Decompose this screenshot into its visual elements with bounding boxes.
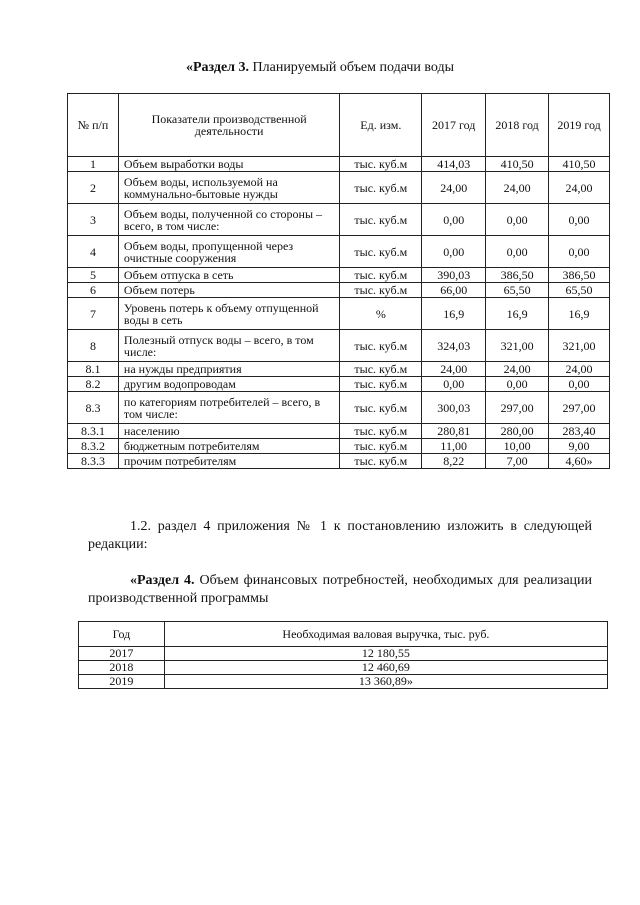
row-number: 8.3: [68, 392, 119, 424]
value-2019: 24,00: [549, 172, 610, 204]
value-2018: 16,9: [486, 298, 549, 330]
value-2017: 414,03: [422, 157, 486, 172]
value-2019: 24,00: [549, 362, 610, 377]
table-row: [68, 268, 610, 283]
section3-title-rest: Планируемый объем подачи воды: [249, 60, 455, 75]
table-row: [68, 157, 610, 172]
value-2018: 0,00: [486, 204, 549, 236]
value-2017: 8,22: [422, 454, 486, 469]
value-2018: 297,00: [486, 392, 549, 424]
value-2018: 0,00: [486, 236, 549, 268]
row-year: 2017: [79, 647, 165, 661]
section4-title: [88, 572, 592, 608]
table-row: [68, 236, 610, 268]
row-unit: тыс. куб.м: [340, 454, 422, 469]
row-year: 2018: [79, 661, 165, 675]
value-2019: 297,00: [549, 392, 610, 424]
value-2019: 283,40: [549, 424, 610, 439]
row-revenue: 12 460,69: [164, 661, 607, 675]
value-2017: 66,00: [422, 283, 486, 298]
table-row: [68, 172, 610, 204]
header-year: Год: [79, 622, 165, 647]
row-number: 6: [68, 283, 119, 298]
row-number: 8.1: [68, 362, 119, 377]
value-2019: 386,50: [549, 268, 610, 283]
table-row: [68, 298, 610, 330]
value-2019: 321,00: [549, 330, 610, 362]
table-row: [68, 454, 610, 469]
row-unit: тыс. куб.м: [340, 377, 422, 392]
section3-title-bold: «Раздел 3.: [185, 60, 250, 75]
value-2018: 0,00: [486, 377, 549, 392]
header-2017: 2017 год: [422, 94, 486, 157]
value-2017: 0,00: [422, 204, 486, 236]
row-unit: тыс. куб.м: [340, 392, 422, 424]
row-indicator: Объем воды, используемой на коммунально-бытовые нужды: [118, 172, 339, 204]
row-unit: тыс. куб.м: [340, 172, 422, 204]
row-indicator: другим водопроводам: [118, 377, 339, 392]
row-number: 3: [68, 204, 119, 236]
row-unit: тыс. куб.м: [340, 236, 422, 268]
section4-title-text: [88, 572, 592, 608]
section4-title-rest: Объем финансовых потребностей, необходимых для реализации производственной программы: [88, 573, 593, 606]
row-indicator: Объем воды, полученной со стороны – всего, в том числе:: [118, 204, 339, 236]
row-unit: тыс. куб.м: [340, 204, 422, 236]
row-unit: тыс. куб.м: [340, 330, 422, 362]
value-2019: 410,50: [549, 157, 610, 172]
value-2018: 24,00: [486, 362, 549, 377]
value-2017: 390,03: [422, 268, 486, 283]
row-indicator: по категориям потребителей – всего, в том числе:: [118, 392, 339, 424]
row-unit: тыс. куб.м: [340, 268, 422, 283]
section3-title: [0, 60, 640, 76]
table-header-row: [68, 94, 610, 157]
value-2017: 300,03: [422, 392, 486, 424]
value-2018: 280,00: [486, 424, 549, 439]
row-number: 8.3.3: [68, 454, 119, 469]
value-2017: 280,81: [422, 424, 486, 439]
row-unit: %: [340, 298, 422, 330]
header-unit: Ед. изм.: [340, 94, 422, 157]
value-2019: 9,00: [549, 439, 610, 454]
row-revenue: 12 180,55: [164, 647, 607, 661]
table-row: [79, 661, 608, 675]
row-indicator: Объем потерь: [118, 283, 339, 298]
value-2019: 16,9: [549, 298, 610, 330]
water-supply-table: [67, 93, 610, 469]
row-unit: тыс. куб.м: [340, 157, 422, 172]
table-row: [79, 647, 608, 661]
table-row: [68, 377, 610, 392]
value-2019: 0,00: [549, 236, 610, 268]
row-indicator: Объем воды, пропущенной через очистные сооружения: [118, 236, 339, 268]
table-row: [68, 392, 610, 424]
financial-needs-table: [78, 621, 608, 689]
paragraph-1-2: [88, 518, 592, 554]
header-indicator: Показатели производственной деятельности: [118, 94, 339, 157]
table-row: [68, 424, 610, 439]
table-row: [68, 362, 610, 377]
value-2018: 10,00: [486, 439, 549, 454]
row-revenue: 13 360,89»: [164, 675, 607, 689]
row-indicator: бюджетным потребителям: [118, 439, 339, 454]
value-2018: 410,50: [486, 157, 549, 172]
table-row: [68, 439, 610, 454]
row-number: 7: [68, 298, 119, 330]
value-2018: 65,50: [486, 283, 549, 298]
value-2017: 16,9: [422, 298, 486, 330]
header-revenue: Необходимая валовая выручка, тыс. руб.: [164, 622, 607, 647]
value-2017: 324,03: [422, 330, 486, 362]
row-number: 5: [68, 268, 119, 283]
row-number: 1: [68, 157, 119, 172]
row-indicator: Объем отпуска в сеть: [118, 268, 339, 283]
table-row: [68, 204, 610, 236]
row-number: 8.3.2: [68, 439, 119, 454]
header-num: № п/п: [68, 94, 119, 157]
table-header-row: [79, 622, 608, 647]
row-number: 8.2: [68, 377, 119, 392]
row-indicator: Полезный отпуск воды – всего, в том числе:: [118, 330, 339, 362]
value-2019: 0,00: [549, 204, 610, 236]
value-2017: 11,00: [422, 439, 486, 454]
section4-title-bold: «Раздел 4.: [130, 573, 195, 588]
row-number: 2: [68, 172, 119, 204]
value-2019: 0,00: [549, 377, 610, 392]
value-2018: 386,50: [486, 268, 549, 283]
row-indicator: Уровень потерь к объему отпущенной воды в сеть: [118, 298, 339, 330]
row-indicator: на нужды предприятия: [118, 362, 339, 377]
value-2018: 24,00: [486, 172, 549, 204]
value-2018: 7,00: [486, 454, 549, 469]
value-2017: 0,00: [422, 236, 486, 268]
row-year: 2019: [79, 675, 165, 689]
row-indicator: прочим потребителям: [118, 454, 339, 469]
table-row: [68, 330, 610, 362]
value-2019: 65,50: [549, 283, 610, 298]
row-number: 8: [68, 330, 119, 362]
table-row: [68, 283, 610, 298]
value-2017: 24,00: [422, 172, 486, 204]
value-2018: 321,00: [486, 330, 549, 362]
row-number: 8.3.1: [68, 424, 119, 439]
header-2019: 2019 год: [549, 94, 610, 157]
table-row: [79, 675, 608, 689]
row-unit: тыс. куб.м: [340, 362, 422, 377]
row-number: 4: [68, 236, 119, 268]
row-unit: тыс. куб.м: [340, 439, 422, 454]
row-unit: тыс. куб.м: [340, 424, 422, 439]
row-indicator: населению: [118, 424, 339, 439]
paragraph-1-2-text: 1.2. раздел 4 приложения № 1 к постановлению изложить в следующей редакции:: [88, 519, 592, 552]
value-2017: 0,00: [422, 377, 486, 392]
value-2019: 4,60»: [549, 454, 610, 469]
row-unit: тыс. куб.м: [340, 283, 422, 298]
value-2017: 24,00: [422, 362, 486, 377]
header-2018: 2018 год: [486, 94, 549, 157]
row-indicator: Объем выработки воды: [118, 157, 339, 172]
